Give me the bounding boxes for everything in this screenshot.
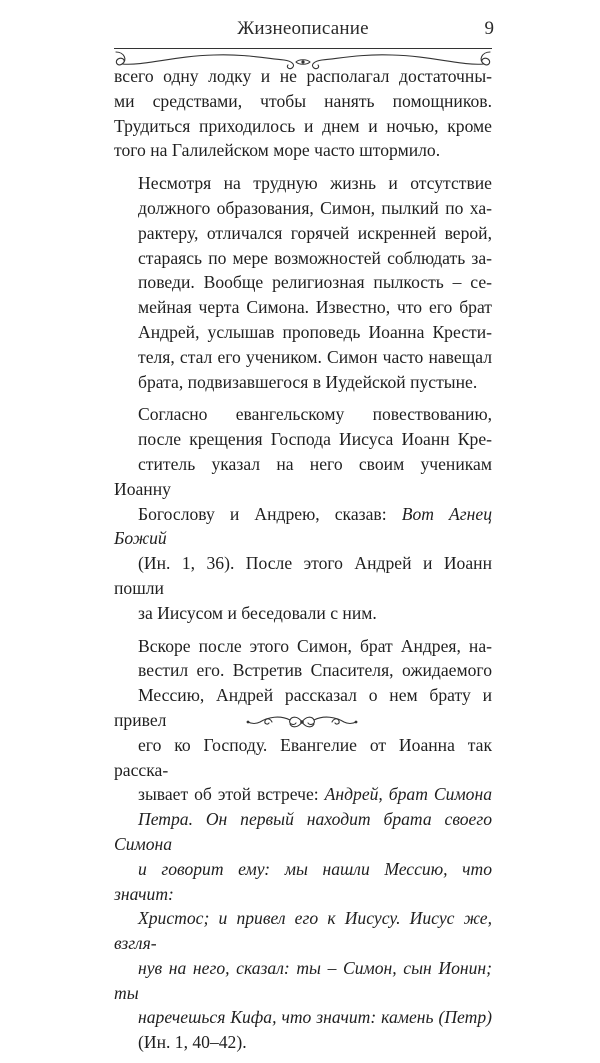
text-line (114, 370, 492, 395)
italic-quote-segment: нув на него, сказал: ты – Симон, сын Ионин; ты (114, 957, 492, 1003)
text-segment: ми средствами, чтобы нанять помощников. (114, 90, 492, 111)
text-segment: (Ин. 1, 40–42). (138, 1032, 247, 1053)
text-segment: теля, стал его учеником. Симон часто навещал (138, 346, 492, 367)
text-line (114, 427, 492, 452)
text-line (114, 857, 492, 907)
text-line (114, 658, 492, 683)
text-line (114, 221, 492, 246)
text-segment: Мессию, Андрей рассказал о нем брату и привел (114, 685, 492, 730)
text-line (114, 246, 492, 271)
italic-quote-segment: Христос; и привел его к Иисусу. Иисус же, взгля- (114, 908, 492, 954)
text-line (114, 114, 492, 139)
paragraph (114, 64, 492, 163)
paragraph (114, 171, 492, 394)
italic-quote-segment: Петра. Он первый находит брата своего Симона (114, 809, 492, 854)
text-line (114, 956, 492, 1006)
text-line (114, 906, 492, 956)
text-segment: всего одну лодку и не располагал достаточны- (114, 66, 492, 86)
text-segment: его ко Господу. Евангелие от Иоанна так расска- (114, 734, 492, 780)
paragraph (114, 402, 492, 625)
running-header-title: Жизнеописание (237, 18, 369, 39)
text-segment: рактеру, отличался горячей искренней верой, (138, 222, 492, 243)
text-line (114, 171, 492, 196)
running-header (114, 14, 492, 48)
text-line (114, 402, 492, 427)
text-line (114, 89, 492, 114)
text-segment: Андрей, услышав проповедь Иоанна Крести- (138, 321, 492, 342)
italic-quote-segment: наречешься Кифа, что значит: камень (Петр) (138, 1007, 492, 1028)
text-segment: зывает об этой встрече: (138, 784, 325, 805)
text-line (114, 601, 492, 626)
text-segment: должного образования, Симон, пылкий по ха- (138, 197, 492, 218)
italic-quote-segment: и говорит ему: мы нашли Мессию, что значит: (114, 858, 492, 904)
body-text (114, 64, 492, 1063)
text-line (114, 733, 492, 783)
bottom-ornament (242, 712, 362, 732)
text-line (114, 295, 492, 320)
page-number: 9 (484, 18, 494, 39)
text-segment: Согласно евангельскому повествованию, (138, 404, 492, 425)
italic-quote-segment: Вот Агнец Божий (114, 503, 492, 549)
text-segment: мейная черта Симона. Известно, что его брат (138, 297, 492, 318)
text-segment: после крещения Господа Иисуса Иоанн Кре- (138, 429, 492, 450)
text-line (114, 551, 492, 601)
text-line (114, 138, 492, 163)
text-segment: Вскоре после этого Симон, брат Андрея, на- (138, 635, 492, 656)
text-segment: стараясь по мере возможностей соблюдать за- (138, 247, 492, 268)
text-segment: брата, подвизавшегося в Иудейской пустыне. (138, 371, 478, 392)
text-line (114, 807, 492, 857)
text-segment: (Ин. 1, 36). После этого Андрей и Иоанн пошли (114, 553, 492, 598)
text-line (114, 1005, 492, 1030)
text-line (114, 452, 492, 502)
text-line (114, 634, 492, 659)
text-line (114, 320, 492, 345)
text-line (114, 345, 492, 370)
text-segment: за Иисусом и беседовали с ним. (138, 602, 377, 623)
text-line (114, 782, 492, 807)
text-segment: Несмотря на трудную жизнь и отсутствие (138, 173, 492, 194)
text-line (114, 502, 492, 552)
text-segment: того на Галилейском море часто штормило. (114, 140, 441, 161)
text-segment: Трудиться приходилось и днем и ночью, кроме (114, 115, 492, 136)
header-rule (114, 48, 492, 49)
text-segment: вестил его. Встретив Спасителя, ожидаемого (138, 660, 492, 681)
text-line (114, 270, 492, 295)
text-line (114, 1030, 492, 1055)
text-segment: поведи. Вообще религиозная пылкость – се- (138, 272, 492, 293)
text-line (114, 64, 492, 89)
text-segment: ститель указал на него своим ученикам Иоанну (114, 453, 492, 499)
text-segment: Богослову и Андрею, сказав: (138, 503, 402, 524)
italic-quote-segment: Андрей, брат Симона (324, 784, 492, 805)
paragraph (114, 634, 492, 1056)
text-line (114, 196, 492, 221)
